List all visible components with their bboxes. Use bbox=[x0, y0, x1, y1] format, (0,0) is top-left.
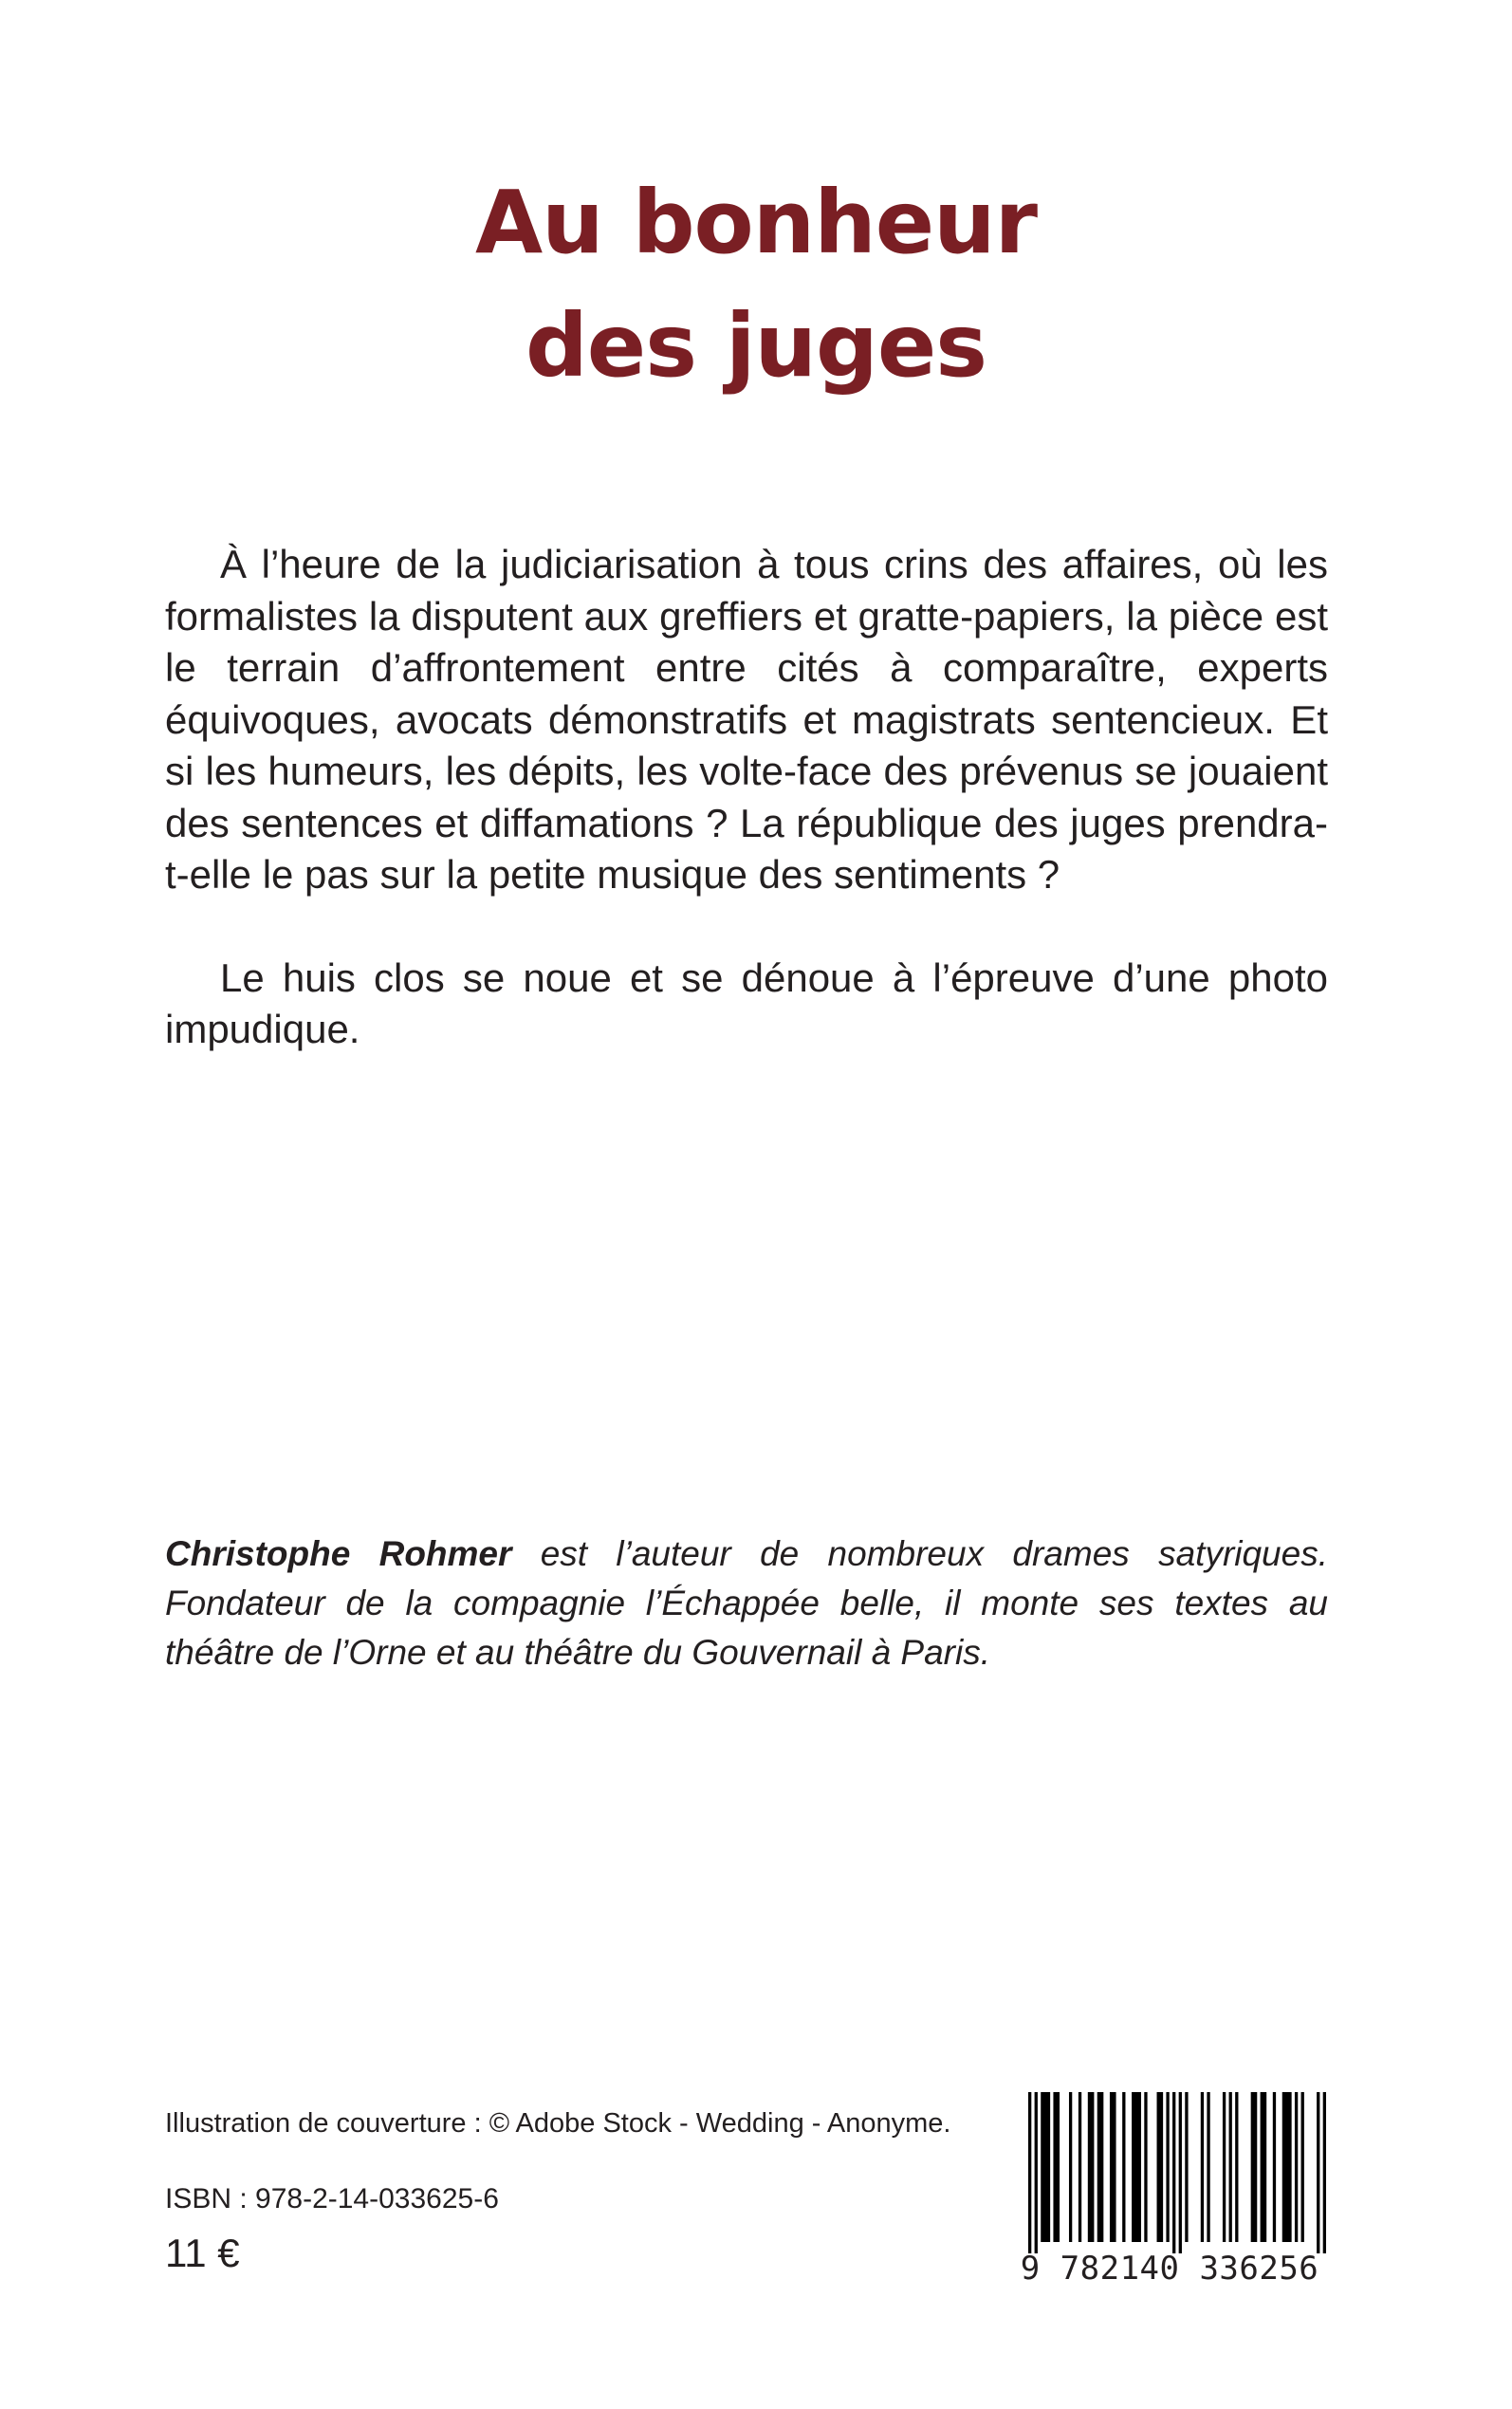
isbn: ISBN : 978-2-14-033625-6 bbox=[165, 2183, 499, 2214]
barcode-bar bbox=[1185, 2092, 1188, 2242]
barcode-bar bbox=[1079, 2092, 1081, 2242]
barcode-bar bbox=[1223, 2092, 1226, 2242]
barcode-bar bbox=[1317, 2092, 1319, 2253]
barcode-bar bbox=[1053, 2092, 1060, 2242]
isbn-barcode bbox=[1007, 2092, 1332, 2291]
title-line-1: Au bonheur bbox=[474, 172, 1038, 273]
barcode-bar bbox=[1273, 2092, 1276, 2242]
barcode-bar bbox=[1172, 2092, 1175, 2253]
barcode-bar bbox=[1261, 2092, 1267, 2242]
barcode-bar bbox=[1229, 2092, 1232, 2242]
author-bio-text: est l’auteur de nombreux drames satyriques. Fondateur de la compagnie l’Échappée belle, il monte ses textes au théâtre de l’Orne et au théâtre du Gouvernail à Paris. bbox=[165, 1534, 1328, 1672]
barcode-bar bbox=[1201, 2092, 1204, 2242]
barcode-bar bbox=[1132, 2092, 1141, 2242]
barcode-bar bbox=[1323, 2092, 1326, 2253]
author-bio bbox=[165, 1529, 1328, 1677]
barcode-bar bbox=[1041, 2092, 1050, 2242]
blurb-paragraph-2: Le huis clos se noue et se dénoue à l’épreuve d’une photo impudique. bbox=[165, 954, 1328, 1051]
illustration-credit: Illustration de couverture : © Adobe Stock - Wedding - Anonyme. bbox=[165, 2108, 951, 2139]
barcode-bar bbox=[1301, 2092, 1304, 2242]
barcode-bars bbox=[1007, 2092, 1332, 2253]
price: 11 € bbox=[165, 2231, 240, 2275]
book-title bbox=[0, 161, 1512, 408]
barcode-bar bbox=[1295, 2092, 1298, 2242]
barcode-bar bbox=[1179, 2092, 1182, 2253]
barcode-bar bbox=[1028, 2092, 1031, 2253]
blurb bbox=[165, 539, 1328, 1056]
title-line-2: des juges bbox=[525, 295, 987, 397]
barcode-bar bbox=[1166, 2092, 1169, 2242]
barcode-bar bbox=[1122, 2092, 1125, 2242]
barcode-bar bbox=[1282, 2092, 1292, 2242]
barcode-bar bbox=[1207, 2092, 1209, 2242]
barcode-bar bbox=[1251, 2092, 1258, 2242]
blurb-paragraph-1: À l’heure de la judiciarisation à tous crins des affaires, où les formalistes la disputent aux greffiers et gratte-papiers, la pièce est le terrain d’affrontement entre cités à comparaître, experts équivoques, avocats démonstratifs et magistrats sentencieux. Et si les humeurs, les dépits, les volte-face des prévenus se jouaient des sentences et diffamations ? La république des juges prendra-t-elle le pas sur la petite musique des sentiments ? bbox=[165, 542, 1328, 897]
author-name: Christophe Rohmer bbox=[165, 1534, 512, 1573]
barcode-bar bbox=[1035, 2092, 1038, 2253]
barcode-bar bbox=[1235, 2092, 1238, 2242]
barcode-bar bbox=[1088, 2092, 1095, 2242]
barcode-bar bbox=[1110, 2092, 1116, 2242]
barcode-bar bbox=[1144, 2092, 1147, 2242]
barcode-bar bbox=[1069, 2092, 1072, 2242]
barcode-number: 9 782140 336256 bbox=[1020, 2250, 1319, 2288]
barcode-bar bbox=[1097, 2092, 1104, 2242]
barcode-bar bbox=[1157, 2092, 1164, 2242]
